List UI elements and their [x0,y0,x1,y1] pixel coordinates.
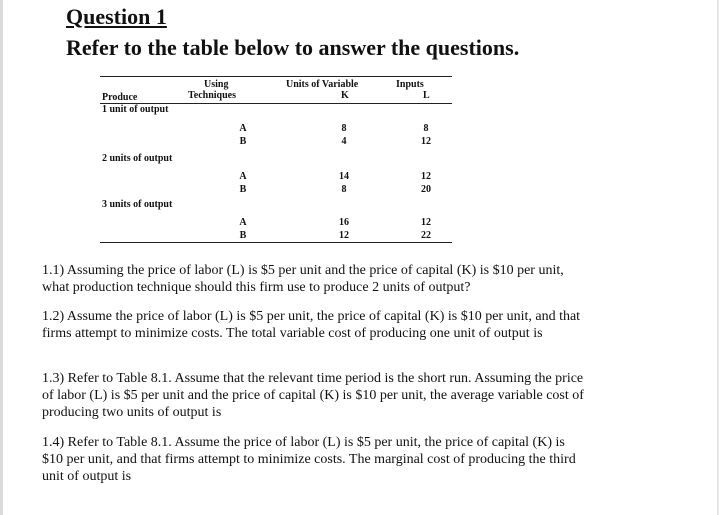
question-1-1-line: what production technique should this firm use to produce 2 units of output? [42,280,471,295]
question-1-1 [42,262,678,296]
group-label: 1 unit of output [102,104,169,115]
table-top-rule [100,76,452,77]
question-title: Question 1 [66,4,167,29]
tech-cell: A [239,123,247,134]
question-1-2-line: 1.2) Assume the price of labor (L) is $5 per unit, the price of capital (K) is $10 per unit, and that [42,309,581,324]
question-1-4-line: 1.4) Refer to Table 8.1. Assume the price of labor (L) is $5 per unit, the price of capital (K) is [42,435,565,450]
question-instruction: Refer to the table below to answer the questions. [66,35,520,60]
group-label: 3 units of output [102,199,173,210]
l-cell: 12 [421,217,431,228]
question-1-3-line: of labor (L) is $5 per unit and the price of capital (K) is $10 per unit, the average variable cost of [42,388,584,403]
tech-cell: B [239,136,247,147]
tech-cell: B [239,184,247,195]
table-bottom-rule [100,242,452,243]
k-cell: 14 [339,171,349,182]
tech-cell: A [239,171,247,182]
header-techniques: Techniques [188,90,236,101]
header-using: Using [204,79,229,90]
question-1-3-line: producing two units of output is [42,405,222,420]
question-1-4-line: unit of output is [42,469,132,484]
question-1-2-line: firms attempt to minimize costs. The total variable cost of producing one unit of output is [42,326,543,341]
header-inputs: Inputs [396,79,424,90]
k-cell: 12 [339,230,349,241]
header-k: K [341,90,349,101]
l-cell: 22 [421,230,431,241]
tech-cell: B [239,230,247,241]
page-edge-left [0,0,3,515]
question-1-4 [42,434,678,485]
group-label: 2 units of output [102,153,173,164]
k-cell: 8 [341,184,347,195]
k-cell: 16 [339,217,349,228]
question-1-1-line: 1.1) Assuming the price of labor (L) is $5 per unit and the price of capital (K) is $10 per unit, [42,263,564,278]
production-table [100,76,452,246]
l-cell: 12 [421,136,431,147]
question-1-3-line: 1.3) Refer to Table 8.1. Assume that the relevant time period is the short run. Assuming the price [42,371,584,386]
tech-cell: A [239,217,247,228]
header-units-variable: Units of Variable [286,79,359,90]
l-cell: 12 [421,171,431,182]
question-1-4-line: $10 per unit, and that firms attempt to minimize costs. The marginal cost of producing the third [42,452,576,467]
question-1-2 [42,308,678,342]
question-1-3 [42,370,678,421]
header-produce: Produce [102,92,138,103]
l-cell: 8 [423,123,429,134]
k-cell: 8 [341,123,347,134]
k-cell: 4 [341,136,347,147]
l-cell: 20 [421,184,431,195]
header-l: L [423,90,430,101]
